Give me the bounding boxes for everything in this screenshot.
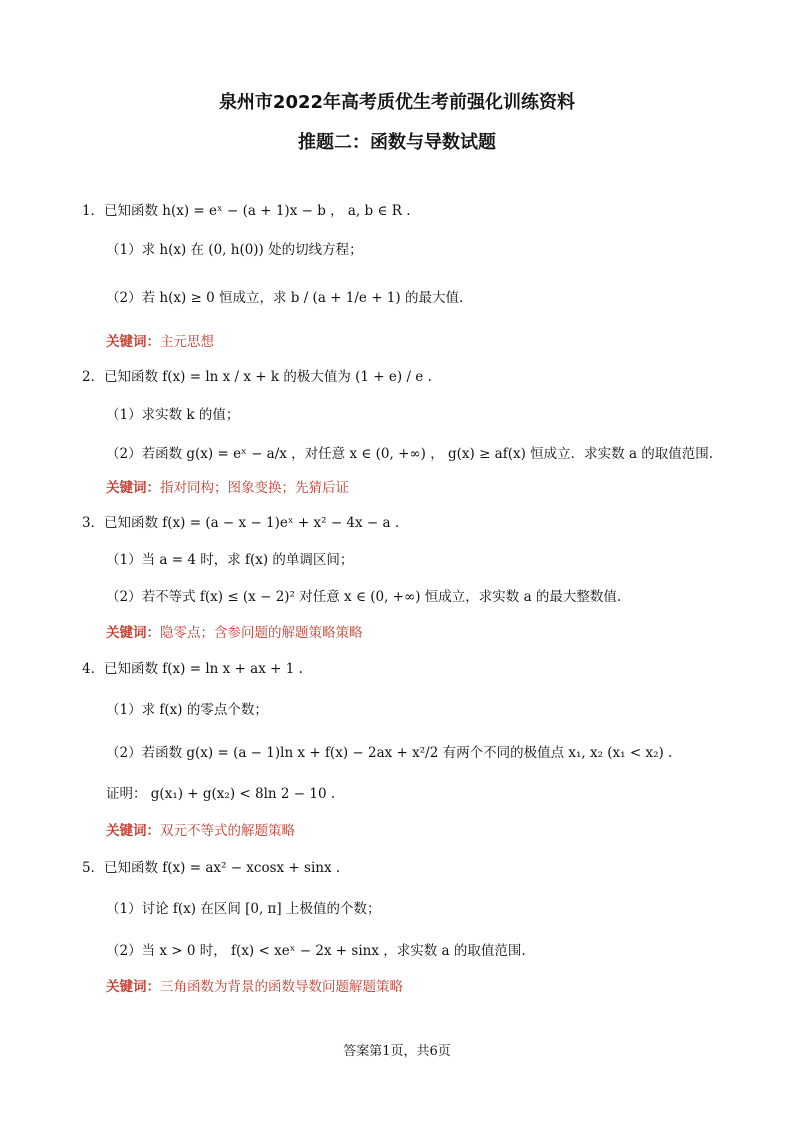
problem-number: 2． [82, 369, 105, 385]
problem-4-part-2: （2）若函数 g(x) = (a − 1)ln x + f(x) − 2ax + x²/2 有两个不同的极值点 x₁, x₂ (x₁ < x₂) . [106, 745, 673, 761]
problem-4-proof: 证明： g(x₁) + g(x₂) < 8ln 2 − 10 . [106, 786, 336, 802]
problem-4-stem [82, 659, 303, 679]
problem-2-part-2: （2）若函数 g(x) = eˣ − a/x ，对任意 x ∈ (0, +∞) ， g(x) ≥ af(x) 恒成立．求实数 a 的取值范围. [106, 446, 714, 462]
keyword-text: 指对同构；图象变换；先猜后证 [160, 480, 349, 496]
problem-3-stem [82, 513, 399, 533]
problem-5-part-1: （1）讨论 f(x) 在区间 [0, π] 上极值的个数； [106, 901, 381, 917]
problem-1-stem [82, 201, 411, 221]
problem-number: 1． [82, 203, 105, 219]
problem-text: 已知函数 f(x) = ln x + ax + 1 . [104, 661, 303, 677]
page-subtitle: 推题二：函数与导数试题 [298, 132, 496, 153]
problem-number: 5． [82, 860, 105, 876]
keyword-label: 关键词： [106, 334, 160, 350]
keyword-label: 关键词： [106, 480, 160, 496]
problem-3-keyword [106, 623, 363, 643]
problem-number: 4． [82, 661, 105, 677]
problem-3-part-2: （2）若不等式 f(x) ≤ (x − 2)² 对任意 x ∈ (0, +∞) 恒成立，求实数 a 的最大整数值. [106, 589, 622, 605]
problem-text: 已知函数 f(x) = ln x / x + k 的极大值为 (1 + e) / e . [104, 369, 432, 385]
problem-5-stem [82, 858, 340, 878]
keyword-text: 隐零点；含参问题的解题策略策略 [160, 625, 363, 641]
problem-number: 3． [82, 515, 105, 531]
problem-5-part-2: （2）当 x > 0 时， f(x) < xeˣ − 2x + sinx ，求实数 a 的取值范围. [106, 943, 526, 959]
problem-2-keyword [106, 478, 349, 498]
problem-1-part-1: （1）求 h(x) 在 (0, h(0)) 处的切线方程； [106, 242, 363, 258]
keyword-text: 三角函数为背景的函数导数问题解题策略 [160, 979, 403, 995]
problem-2-stem [82, 367, 432, 387]
keyword-label: 关键词： [106, 625, 160, 641]
problem-text: 已知函数 h(x) = eˣ − (a + 1)x − b ， a, b ∈ R . [104, 203, 411, 219]
problem-text: 已知函数 f(x) = ax² − xcosx + sinx . [104, 860, 341, 876]
page-title: 泉州市2022年高考质优生考前强化训练资料 [218, 92, 576, 113]
problem-5-keyword [106, 977, 403, 997]
keyword-label: 关键词： [106, 979, 160, 995]
keyword-text: 双元不等式的解题策略 [160, 823, 295, 839]
page-footer: 答案第1页，共6页 [343, 1044, 451, 1059]
problem-3-part-1: （1）当 a = 4 时，求 f(x) 的单调区间； [106, 552, 354, 568]
problem-text: 已知函数 f(x) = (a − x − 1)eˣ + x² − 4x − a . [104, 515, 400, 531]
keyword-text: 主元思想 [160, 334, 214, 350]
problem-1-part-2: （2）若 h(x) ≥ 0 恒成立，求 b / (a + 1/e + 1) 的最大值. [106, 290, 464, 306]
problem-1-keyword [106, 332, 214, 352]
problem-4-keyword [106, 821, 295, 841]
problem-4-part-1: （1）求 f(x) 的零点个数； [106, 702, 268, 718]
keyword-label: 关键词： [106, 823, 160, 839]
problem-2-part-1: （1）求实数 k 的值； [106, 407, 240, 423]
